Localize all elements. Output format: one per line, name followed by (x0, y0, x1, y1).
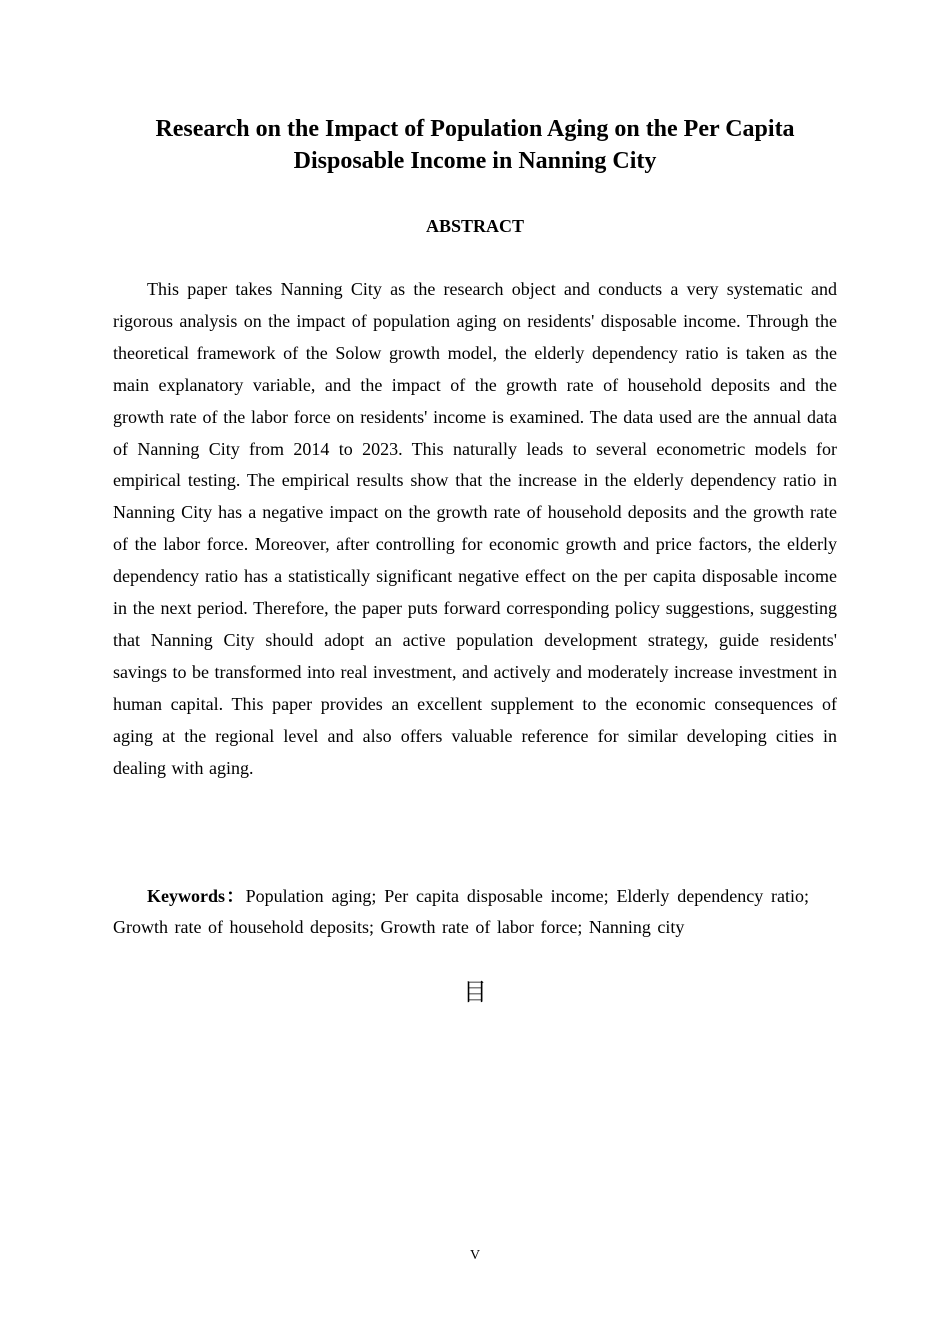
abstract-paragraph: This paper takes Nanning City as the research object and conducts a very systematic and rigorous analysis on the impact of population aging on residents' disposable income. Through the theoretical framework of the Solow growth model, the elderly dependency ratio is taken as the main explanatory variable, and the impact of the growth rate of household deposits and the growth rate of the labor force on residents' income is examined. The data used are the annual data of Nanning City from 2014 to 2023. This naturally leads to several econometric models for empirical testing. The empirical results show that the increase in the elderly dependency ratio in Nanning City has a negative impact on the growth rate of household deposits and the growth rate of the labor force. Moreover, after controlling for economic growth and price factors, the elderly dependency ratio has a statistically significant negative effect on the per capita disposable income in the next period. Therefore, the paper puts forward corresponding policy suggestions, suggesting that Nanning City should adopt an active population development strategy, guide residents' savings to be transformed into real investment, and actively and moderately increase investment in human capital. This paper provides an excellent supplement to the economic consequences of aging at the regional level and also offers valuable reference for similar developing cities in dealing with aging. (113, 279, 837, 778)
abstract-heading: ABSTRACT (425, 216, 525, 236)
paper-title-line-1: Research on the Impact of Population Aging on the Per Capita (155, 116, 795, 142)
table-of-contents-heading: 目 (463, 978, 487, 1006)
paper-title-line-2: Disposable Income in Nanning City (293, 148, 657, 174)
page-number: V (469, 1248, 481, 1263)
keywords-text: Population aging; Per capita disposable income; Elderly dependency ratio; Growth rate of household deposits; Growth rate of labor force; Nanning city (113, 886, 809, 937)
keywords-label: Keywords： (147, 886, 246, 906)
keywords-paragraph (113, 881, 809, 943)
paper-title (113, 113, 837, 177)
